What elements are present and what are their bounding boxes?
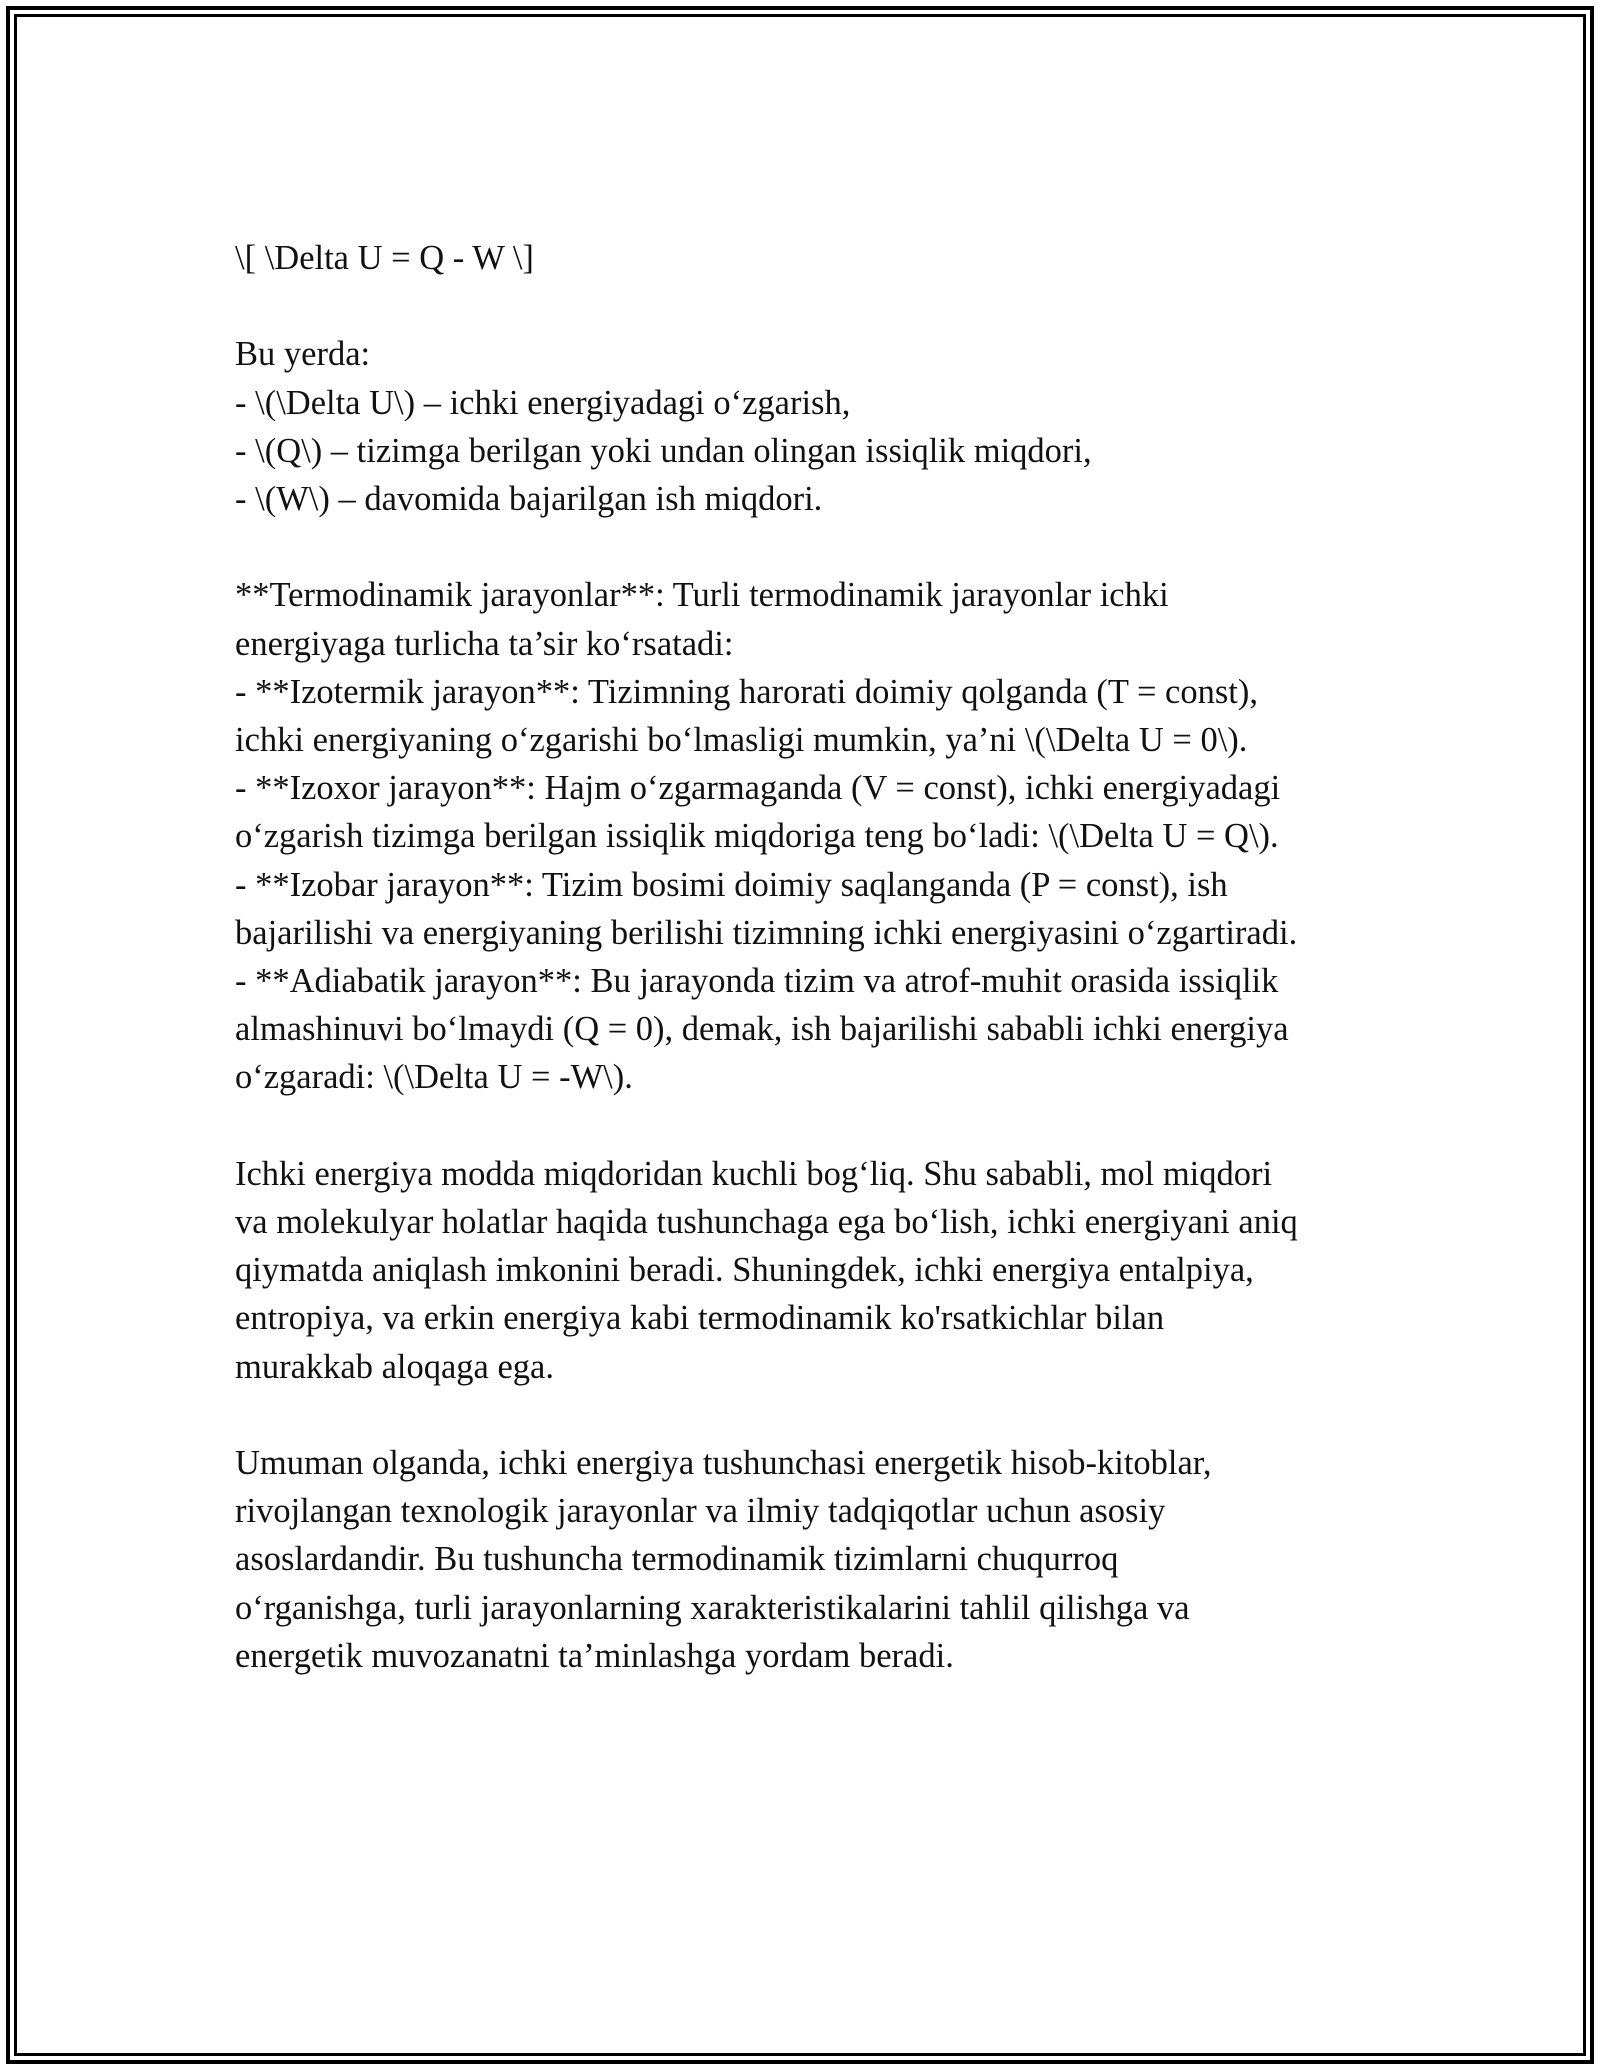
text-line: Ichki energiya modda miqdoridan kuchli bog‘liq. Shu sababli, mol miqdori bbox=[235, 1154, 1273, 1193]
definition-item: - \(Q\) – tizimga berilgan yoki undan olingan issiqlik miqdori, bbox=[235, 431, 1092, 470]
text-line: - **Adiabatik jarayon**: Bu jarayonda tizim va atrof-muhit orasida issiqlik bbox=[235, 962, 1279, 1001]
definition-item: - \(W\) – davomida bajarilgan ish miqdori. bbox=[235, 480, 823, 518]
text-line: o‘zgaradi: \(\Delta U = -W\). bbox=[235, 1058, 633, 1097]
text-line: entropiya, va erkin energiya kabi termodinamik ko'rsatkichlar bilan bbox=[235, 1299, 1165, 1338]
text-line: qiymatda aniqlash imkonini beradi. Shuningdek, ichki energiya entalpiya, bbox=[235, 1251, 1254, 1290]
definitions-paragraph bbox=[235, 330, 1395, 523]
document-body bbox=[235, 234, 1395, 1728]
text-line: ichki energiyaning o‘zgarishi bo‘lmasligi mumkin, ya’ni \(\Delta U = 0\). bbox=[235, 721, 1248, 759]
definitions-intro: Bu yerda: bbox=[235, 335, 371, 374]
text-line: asoslardandir. Bu tushuncha termodinamik tizimlarni chuqurroq bbox=[235, 1540, 1119, 1579]
text-line: - **Izoxor jarayon**: Hajm o‘zgarmaganda (V = const), ichki energiyadagi bbox=[235, 769, 1281, 808]
text-line: Umuman olganda, ichki energiya tushunchasi energetik hisob-kitoblar, bbox=[235, 1444, 1212, 1483]
equation-paragraph bbox=[235, 234, 1395, 282]
text-line: va molekulyar holatlar haqida tushunchaga ega bo‘lish, ichki energiyani aniq bbox=[235, 1203, 1298, 1242]
text-line: bajarilishi va energiyaning berilishi tizimning ichki energiyasini o‘zgartiradi. bbox=[235, 913, 1298, 952]
text-line: almashinuvi bo‘lmaydi (Q = 0), demak, ish bajarilishi sababli ichki energiya bbox=[235, 1010, 1289, 1049]
text-line: energetik muvozanatni ta’minlashga yordam beradi. bbox=[235, 1636, 954, 1675]
text-line: murakkab aloqaga ega. bbox=[235, 1347, 554, 1386]
definition-item: - \(\Delta U\) – ichki energiyadagi o‘zgarish, bbox=[235, 383, 851, 422]
processes-paragraph bbox=[235, 571, 1395, 1101]
text-line: rivojlangan texnologik jarayonlar va ilmiy tadqiqotlar uchun asosiy bbox=[235, 1492, 1166, 1531]
text-line: - **Izobar jarayon**: Tizim bosimi doimiy saqlanganda (P = const), ish bbox=[235, 865, 1228, 904]
conclusion-paragraph bbox=[235, 1439, 1395, 1680]
text-line: o‘rganishga, turli jarayonlarning xarakteristikalarini tahlil qilishga va bbox=[235, 1588, 1190, 1627]
body-paragraph bbox=[235, 1150, 1395, 1391]
text-line: - **Izotermik jarayon**: Tizimning harorati doimiy qolganda (T = const), bbox=[235, 672, 1258, 711]
text-line: **Termodinamik jarayonlar**: Turli termodinamik jarayonlar ichki bbox=[235, 576, 1169, 615]
text-line: o‘zgarish tizimga berilgan issiqlik miqdoriga teng bo‘ladi: \(\Delta U = Q\). bbox=[235, 817, 1279, 856]
equation-line: \[ \Delta U = Q - W \] bbox=[235, 239, 534, 277]
text-line: energiyaga turlicha ta’sir ko‘rsatadi: bbox=[235, 624, 734, 663]
